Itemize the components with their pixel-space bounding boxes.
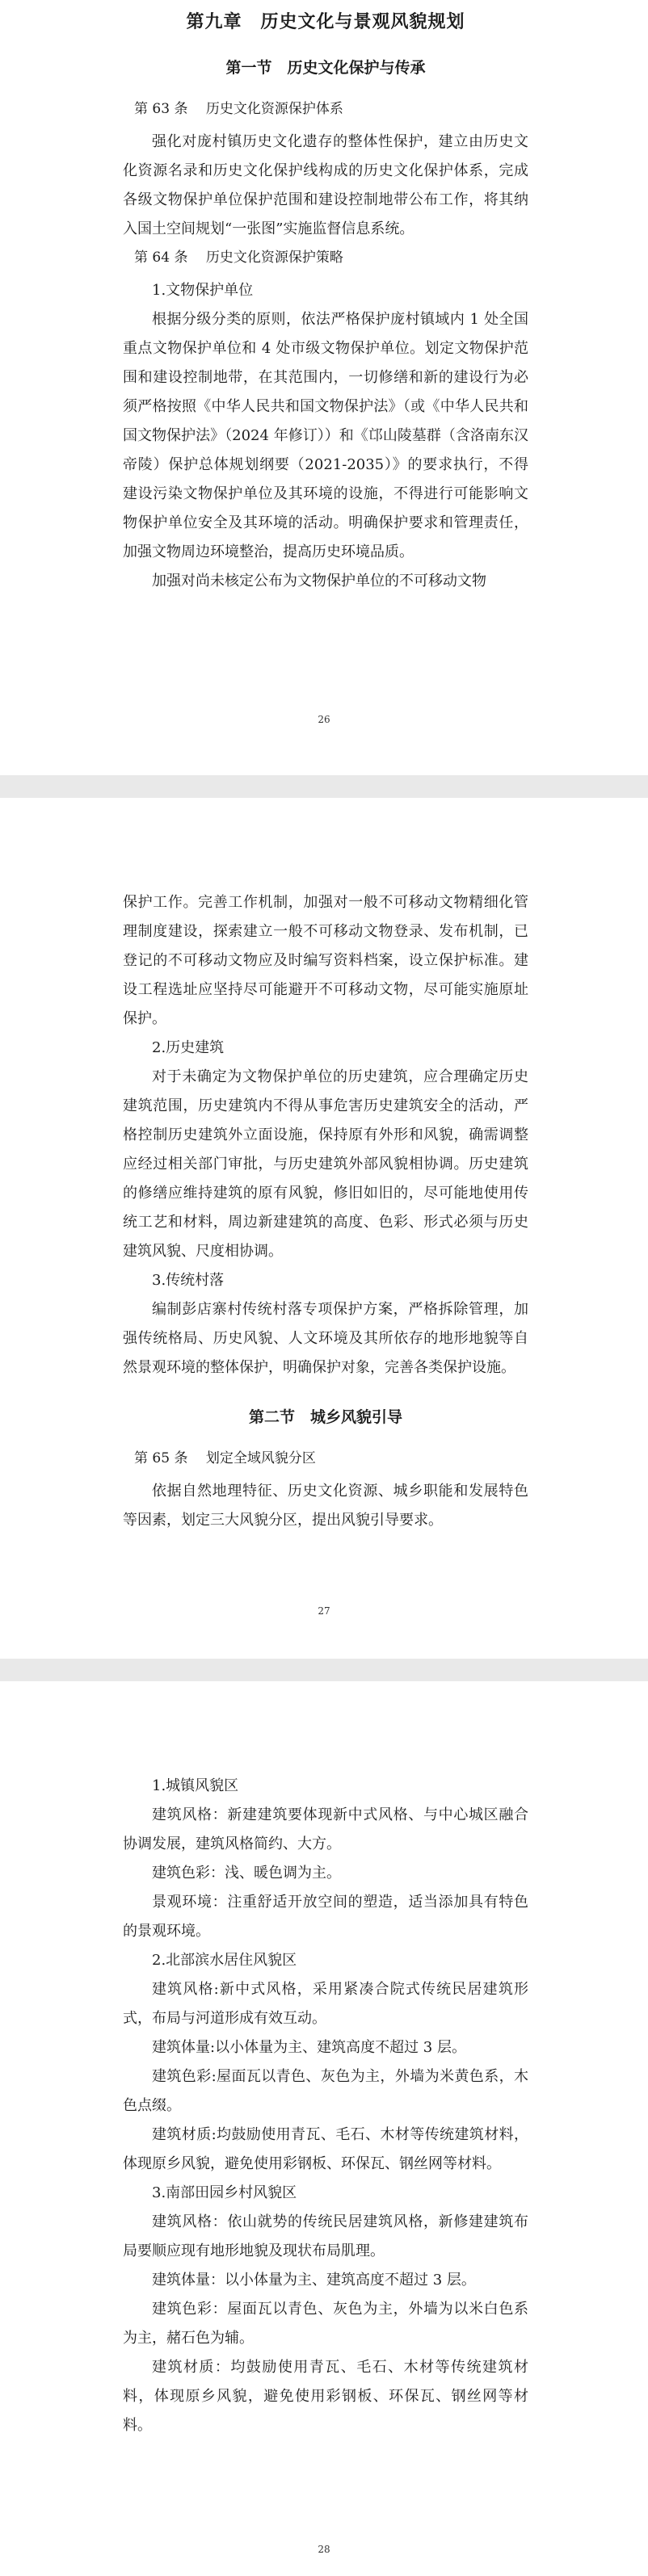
paragraph: 保护工作。完善工作机制，加强对一般不可移动文物精细化管理制度建设，探索建立一般不可移动文物登录、发布机制，已登记的不可移动文物应及时编写资料档案，设立保护标准。建设工程选址应坚持尽可能避开不可移动文物，尽可能实施原址保护。 <box>123 894 528 1027</box>
article-heading: 第 65 条 划定全域风貌分区 <box>134 1450 316 1466</box>
paragraph: 建筑风格：依山就势的传统民居建筑风格，新修建建筑布局要顺应现有地形地貌及现状布局肌理。 <box>123 2213 528 2259</box>
paragraph: 加强对尚未核定公布为文物保护单位的不可移动文物 <box>152 573 486 589</box>
section-title: 第一节 历史文化保护与传承 <box>225 59 426 77</box>
page-number: 27 <box>318 1605 330 1617</box>
section-title: 第二节 城乡风貌引导 <box>248 1408 402 1426</box>
document-page-27 <box>0 798 648 1659</box>
paragraph: 对于未确定为文物保护单位的历史建筑，应合理确定历史建筑范围，历史建筑内不得从事危害历史建筑安全的活动，严格控制历史建筑外立面设施，保持原有外形和风貌，确需调整应经过相关部门审批，与历史建筑外部风貌相协调。历史建筑的修缮应维持建筑的原有风貌，修旧如旧的，尽可能地使用传统工艺和材料，周边新建建筑的高度、色彩、形式必须与历史建筑风貌、尺度相协调。 <box>123 1068 528 1260</box>
article-heading: 第 64 条 历史文化资源保护策略 <box>134 250 343 266</box>
paragraph: 建筑材质：均鼓励使用青瓦、毛石、木材等传统建筑材料，体现原乡风貌，避免使用彩钢板、环保瓦、钢丝网等材料。 <box>123 2359 528 2434</box>
subsection-heading: 1.城镇风貌区 <box>152 1777 239 1794</box>
page-content <box>123 1681 528 2440</box>
paragraph: 根据分级分类的原则，依法严格保护庞村镇域内 1 处全国重点文物保护单位和 4 处市级文物保护单位。划定文物保护范围和建设控制地带，在其范围内，一切修缮和新的建设行为必须严格按照《中华人民共和国文物保护法》（或《中华人民共和国文物保护法》（2024 年修订））和《邙山陵墓群（含洛南东汉帝陵）保护总体规划纲要（2021-2035）》的要求执行，不得建设污染文物保护单位及其环境的设施，不得进行可能影响文物保护单位安全及其环境的活动。明确保护要求和管理责任，加强文物周边环境整治，提高历史环境品质。 <box>123 311 528 560</box>
document-page-26 <box>0 0 648 775</box>
paragraph: 建筑色彩：浅、暖色调为主。 <box>152 1865 341 1882</box>
page-number: 28 <box>318 2544 330 2555</box>
paragraph: 强化对庞村镇历史文化遗存的整体性保护，建立由历史文化资源名录和历史文化保护线构成的历史文化保护体系，完成各级文物保护单位保护范围和建设控制地带公布工作，将其纳入国土空间规划“一张图”实施监督信息系统。 <box>123 133 528 237</box>
paragraph: 建筑色彩：屋面瓦以青色、灰色为主，外墙为以米白色系为主，赭石色为辅。 <box>123 2301 528 2347</box>
paragraph: 建筑体量：以小体量为主、建筑高度不超过 3 层。 <box>152 2272 476 2289</box>
page-content <box>123 798 528 1535</box>
paragraph: 建筑风格：新建建筑要体现新中式风格、与中心城区融合协调发展，建筑风格简约、大方。 <box>123 1806 528 1852</box>
chapter-title: 第九章 历史文化与景观风貌规划 <box>186 11 465 32</box>
paragraph: 依据自然地理特征、历史文化资源、城乡职能和发展特色等因素，划定三大风貌分区，提出风貌引导要求。 <box>123 1483 528 1529</box>
subsection-heading: 3.南部田园乡村风貌区 <box>152 2184 297 2201</box>
article-heading: 第 63 条 历史文化资源保护体系 <box>134 101 343 117</box>
paragraph: 建筑风格:新中式风格，采用紧凑合院式传统民居建筑形式，布局与河道形成有效互动。 <box>123 1981 528 2027</box>
paragraph: 建筑色彩:屋面瓦以青色、灰色为主，外墙为米黄色系，木色点缀。 <box>123 2068 528 2114</box>
paragraph: 建筑材质:均鼓励使用青瓦、毛石、木材等传统建筑材料，体现原乡风貌，避免使用彩钢板、环保瓦、钢丝网等材料。 <box>123 2126 528 2172</box>
subsection-heading: 3.传统村落 <box>152 1272 225 1289</box>
page-number: 26 <box>318 714 330 725</box>
subsection-heading: 1.文物保护单位 <box>152 282 254 299</box>
subsection-heading: 2.北部滨水居住风貌区 <box>152 1952 297 1969</box>
paragraph: 建筑体量:以小体量为主、建筑高度不超过 3 层。 <box>152 2039 466 2056</box>
paragraph: 编制彭店寨村传统村落专项保护方案，严格拆除管理，加强传统格局、历史风貌、人文环境及其所依存的地形地貌等自然景观环境的整体保护，明确保护对象，完善各类保护设施。 <box>123 1301 528 1376</box>
subsection-heading: 2.历史建筑 <box>152 1039 225 1056</box>
page-content <box>123 0 528 596</box>
paragraph: 景观环境：注重舒适开放空间的塑造，适当添加具有特色的景观环境。 <box>123 1894 528 1940</box>
document-page-28 <box>0 1681 648 2576</box>
